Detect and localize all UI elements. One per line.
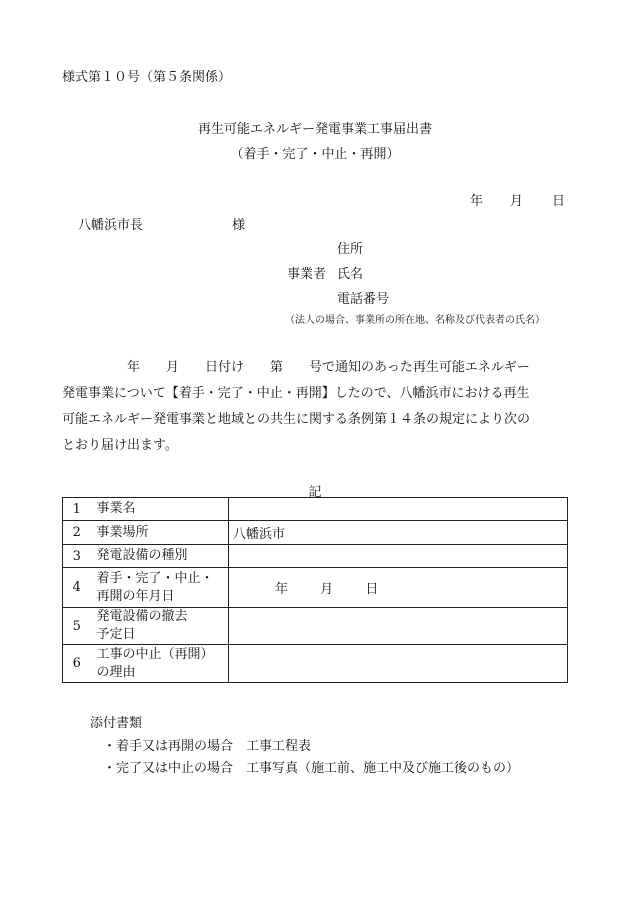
table-row — [63, 608, 568, 645]
row-number: 6 — [63, 645, 91, 683]
table-row — [63, 545, 568, 568]
date-day-label: 日 — [552, 194, 566, 209]
attachment-item: ・完了又は中止の場合 工事写真（施工前、施工中及び施工後のもの） — [103, 761, 520, 776]
attachments-title: 添付書類 — [90, 716, 143, 731]
removal-date-field[interactable] — [229, 608, 568, 645]
row-number: 3 — [63, 545, 91, 568]
row-label — [91, 498, 229, 521]
row-label — [91, 645, 229, 683]
date-year-label: 年 — [470, 194, 484, 209]
work-date-month: 月 — [320, 582, 334, 597]
row-label-line: 再開の年月日 — [96, 588, 175, 604]
attachment-item: ・着手又は再開の場合 工事工程表 — [103, 739, 312, 754]
work-date-field[interactable] — [229, 568, 568, 608]
row-label — [91, 521, 229, 545]
row-label-line: 発電設備の種別 — [96, 548, 188, 563]
paragraph-line: 発電事業について【着手・完了・中止・再開】したので、八幡浜市における再生 — [62, 386, 530, 401]
row-label-line: の理由 — [96, 664, 136, 680]
name-label: 氏名 — [337, 267, 364, 282]
document-title: 再生可能エネルギー発電事業工事届出書 — [197, 122, 432, 137]
row-label-line: 事業場所 — [96, 524, 149, 540]
notification-paragraph — [62, 355, 572, 459]
row-label-line: 発電設備の撤去 — [96, 609, 188, 624]
row-label-line: 事業名 — [96, 501, 136, 516]
business-location-field[interactable]: 八幡浜市 — [229, 521, 568, 545]
paragraph-line: 可能エネルギー発電事業と地域との共生に関する条例第１４条の規定により次の — [62, 412, 531, 427]
table-row — [63, 645, 568, 683]
work-date-day: 日 — [365, 582, 379, 597]
details-table — [62, 497, 568, 683]
row-label — [91, 545, 229, 568]
address-label: 住所 — [337, 242, 364, 257]
ki-heading: 記 — [308, 485, 322, 500]
corporate-note: （法人の場合、事業所の所在地、名称及び代表者の氏名） — [285, 315, 545, 326]
row-label — [91, 568, 229, 608]
row-number: 1 — [63, 498, 91, 521]
row-label — [91, 608, 229, 645]
table-row — [63, 521, 568, 545]
row-label-line: 予定日 — [96, 627, 136, 642]
paragraph-line: とおり届け出ます。 — [62, 438, 178, 453]
date-month-label: 月 — [510, 194, 524, 209]
paragraph-line: 年 月 日付け 第 号で通知のあった再生可能エネルギー — [62, 360, 530, 375]
equipment-type-field[interactable] — [229, 545, 568, 568]
document-subtitle: （着手・完了・中止・再開） — [230, 147, 400, 162]
applicant-role-label: 事業者 — [287, 267, 327, 282]
row-number: 5 — [63, 608, 91, 645]
row-label-line: 工事の中止（再開） — [96, 646, 214, 662]
form-number: 様式第１０号（第５条関係） — [62, 70, 232, 85]
row-number: 4 — [63, 568, 91, 608]
work-date-year: 年 — [275, 582, 289, 597]
table-row — [63, 568, 568, 608]
suspension-reason-field[interactable] — [229, 645, 568, 683]
business-name-field[interactable] — [229, 498, 568, 521]
row-number: 2 — [63, 521, 91, 545]
phone-label: 電話番号 — [337, 292, 390, 307]
row-label-line: 着手・完了・中止・ — [96, 570, 214, 586]
honorific: 様 — [232, 218, 246, 233]
addressee: 八幡浜市長 — [78, 218, 144, 233]
table-row — [63, 498, 568, 521]
